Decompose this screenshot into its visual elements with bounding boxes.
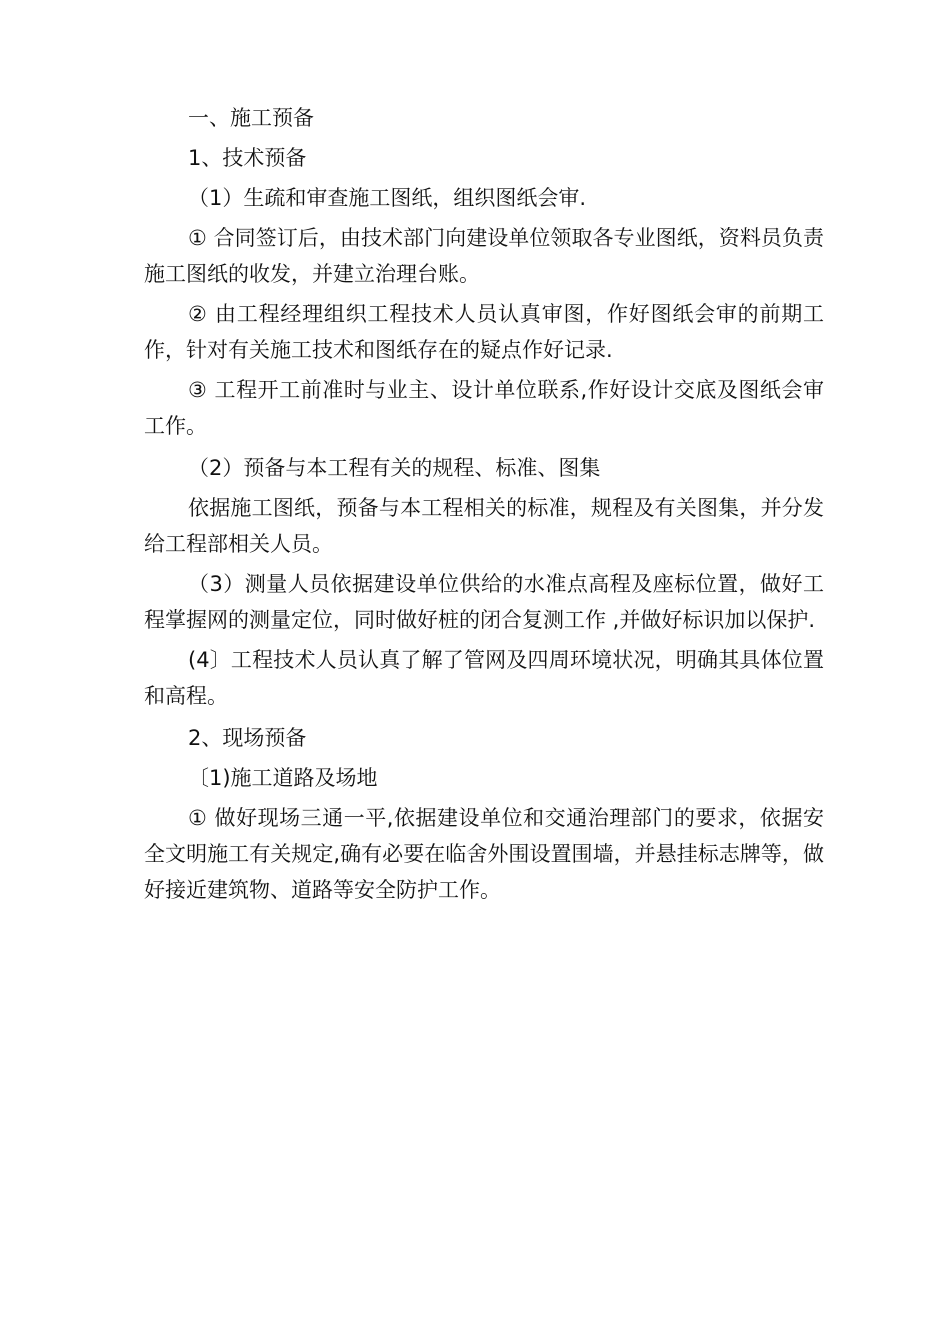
document-body [144, 100, 824, 912]
subsection-heading-site-preparation: 2、现场预备 [188, 726, 307, 750]
paragraph-item-1-3: ③ 工程开工前准时与业主、设计单位联系,作好设计交底及图纸会审工作。 [144, 378, 824, 438]
paragraph-site-item-1: 〔1)施工道路及场地 [188, 766, 378, 790]
paragraph-item-2-body: 依据施工图纸，预备与本工程相关的标准，规程及有关图集，并分发给工程部相关人员。 [144, 496, 824, 556]
paragraph-item-2: （2）预备与本工程有关的规程、标准、图集 [188, 456, 601, 480]
subsection-heading-technical-preparation: 1、技术预备 [188, 146, 307, 170]
paragraph-item-4: (4〕工程技术人员认真了解了管网及四周环境状况，明确其具体位置和高程。 [144, 648, 824, 708]
paragraph-item-3: （3）测量人员依据建设单位供给的水准点高程及座标位置，做好工程掌握网的测量定位，同时做好桩的闭合复测工作 ,并做好标识加以保护. [144, 572, 824, 632]
paragraph-item-1-2: ② 由工程经理组织工程技术人员认真审图，作好图纸会审的前期工作，针对有关施工技术和图纸存在的疑点作好记录. [144, 302, 824, 362]
paragraph-site-item-1-1: ① 做好现场三通一平,依据建设单位和交通治理部门的要求，依据安全文明施工有关规定,确有必要在临舍外围设置围墙，并悬挂标志牌等，做好接近建筑物、道路等安全防护工作。 [144, 806, 824, 902]
paragraph-item-1: （1）生疏和审查施工图纸，组织图纸会审. [188, 186, 587, 210]
section-heading-construction-preparation: 一、施工预备 [188, 106, 314, 130]
paragraph-item-1-1: ① 合同签订后，由技术部门向建设单位领取各专业图纸，资料员负责施工图纸的收发，并建立治理台账。 [144, 226, 824, 286]
